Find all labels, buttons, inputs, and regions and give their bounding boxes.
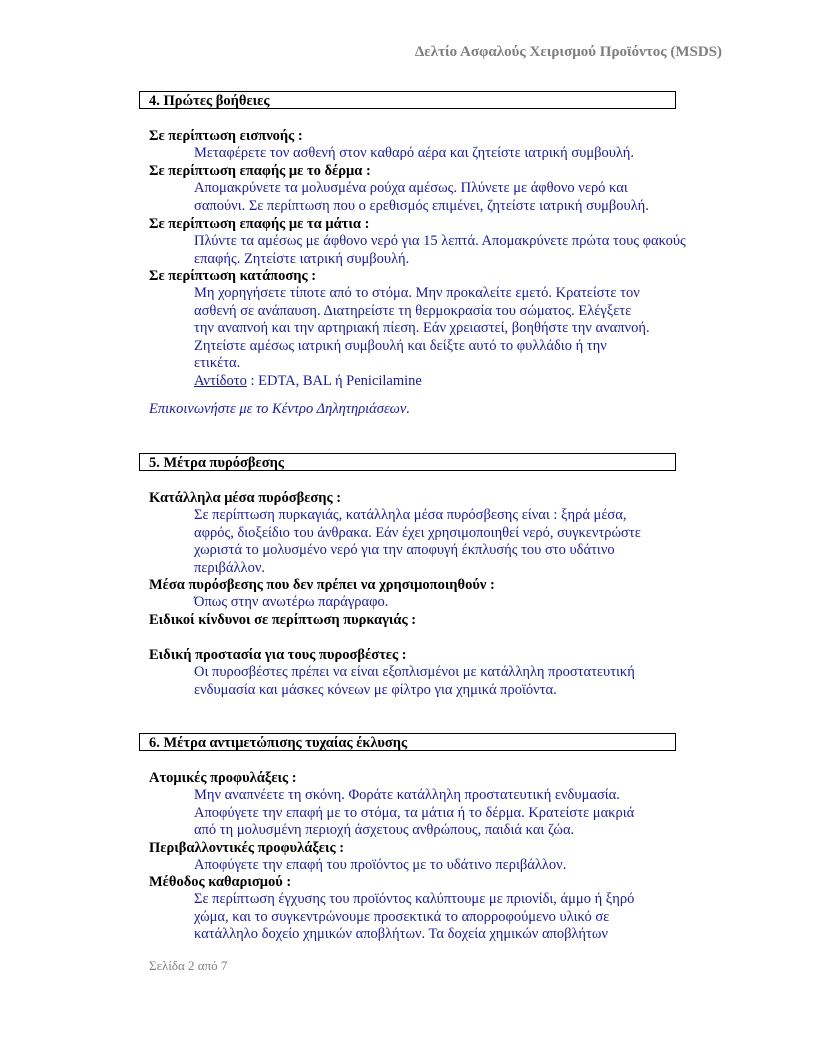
document-header-title: Δελτίο Ασφαλούς Χειρισμού Προϊόντος (MSDS) <box>414 44 722 60</box>
text-line: από τη μολυσμένη περιοχή άσχετους ανθρώπους, παιδιά και ζώα. <box>194 822 575 839</box>
personal-precautions-text <box>194 787 634 840</box>
antidote-value: : EDTA, BAL ή Penicilamine <box>246 372 422 389</box>
cleanup-method-text <box>194 891 634 944</box>
text-line: Όπως στην ανωτέρω παράγραφο. <box>194 594 389 610</box>
text-line: αφρός, διοξείδιο του άνθρακα. Εάν έχει χρησιμοποιηθεί νερό, συγκεντρώστε <box>194 524 641 541</box>
firefighter-protection-label: Ειδική προστασία για τους πυροσβέστες : <box>149 647 407 663</box>
text-line: σαπούνι. Σε περίπτωση που ο ερεθισμός επιμένει, ζητείστε ιατρική συμβουλή. <box>194 197 649 214</box>
text-line: Πλύντε τα αμέσως με άφθονο νερό για 15 λεπτά. Απομακρύνετε πρώτα τους φακούς <box>194 233 686 249</box>
personal-precautions-label: Ατομικές προφυλάξεις : <box>149 770 297 786</box>
section-4-title: 4. Πρώτες βοήθειες <box>139 91 676 109</box>
text-line: Απομακρύνετε τα μολυσμένα ρούχα αμέσως. Πλύνετε με άφθονο νερό και <box>194 180 628 196</box>
eyes-text <box>194 233 686 268</box>
section-5-title: 5. Μέτρα πυρόσβεσης <box>139 453 676 471</box>
text-line: περιβάλλον. <box>194 559 266 576</box>
text-line: ασθενή σε ανάπαυση. Διατηρείστε τη θερμοκρασία του σώματος. Ελέγξετε <box>194 302 632 319</box>
text-line: ετικέτα. <box>194 355 241 372</box>
skin-text <box>194 180 649 215</box>
text-line: Μη χορηγήσετε τίποτε από το στόμα. Μην προκαλείτε εμετό. Κρατείστε τον <box>194 285 640 301</box>
text-line: Σε περίπτωση πυρκαγιάς, κατάλληλα μέσα πυρόσβεσης είναι : ξηρά μέσα, <box>194 507 627 523</box>
inhalation-label: Σε περίπτωση εισπνοής : <box>149 128 303 144</box>
skin-label: Σε περίπτωση επαφής με το δέρμα : <box>149 163 371 179</box>
ingestion-text <box>194 285 650 391</box>
text-line: Ζητείστε αμέσως ιατρική συμβουλή και δείξτε αυτό το φυλλάδιο ή την <box>194 337 607 354</box>
text-line: Σε περίπτωση έγχυσης του προϊόντος καλύπτουμε με πριονίδι, άμμο ή ξηρό <box>194 891 635 907</box>
text-line: Μην αναπνέετε τη σκόνη. Φοράτε κατάλληλη προστατευτική ενδυμασία. <box>194 787 620 803</box>
ingestion-label: Σε περίπτωση κατάποσης : <box>149 268 317 284</box>
special-hazards-label: Ειδικοί κίνδυνοι σε περίπτωση πυρκαγιάς : <box>149 612 417 628</box>
text-line: χώμα, και το συγκεντρώνουμε προσεκτικά το απορροφούμενο υλικό σε <box>194 908 610 925</box>
text-line: Αποφύγετε την επαφή του προϊόντος με το υδάτινο περιβάλλον. <box>194 857 567 873</box>
text-line: Μεταφέρετε τον ασθενή στον καθαρό αέρα και ζητείστε ιατρική συμβουλή. <box>194 145 635 161</box>
suitable-media-label: Κατάλληλα μέσα πυρόσβεσης : <box>149 490 342 506</box>
eyes-label: Σε περίπτωση επαφής με τα μάτια : <box>149 216 370 232</box>
page-number: Σελίδα 2 από 7 <box>149 958 228 973</box>
text-line: Οι πυροσβέστες πρέπει να είναι εξοπλισμένοι με κατάλληλη προστατευτική <box>194 664 635 680</box>
poison-center-note: Επικοινωνήστε με το Κέντρο Δηλητηριάσεων. <box>149 401 410 417</box>
antidote-line <box>194 373 650 391</box>
antidote-label: Αντίδοτο <box>194 372 247 389</box>
text-line: ενδυμασία και μάσκες κόνεων με φίλτρο για χημικά προϊόντα. <box>194 681 557 698</box>
cleanup-method-label: Μέθοδος καθαρισμού : <box>149 874 292 890</box>
unsuitable-media-text <box>194 594 388 612</box>
text-line: επαφής. Ζητείστε ιατρική συμβουλή. <box>194 250 410 267</box>
environmental-precautions-label: Περιβαλλοντικές προφυλάξεις : <box>149 840 345 856</box>
text-line: χωριστά το μολυσμένο νερό για την αποφυγή έκπλυσής του στο υδάτινο <box>194 542 615 559</box>
unsuitable-media-label: Μέσα πυρόσβεσης που δεν πρέπει να χρησιμοποιηθούν : <box>149 577 495 593</box>
text-line: κατάλληλο δοχείο χημικών αποβλήτων. Τα δοχεία χημικών αποβλήτων <box>194 926 608 943</box>
suitable-media-text <box>194 507 641 577</box>
environmental-precautions-text <box>194 857 566 875</box>
firefighter-protection-text <box>194 664 635 699</box>
text-line: Αποφύγετε την επαφή με το στόμα, τα μάτια ή το δέρμα. Κρατείστε μακριά <box>194 804 635 821</box>
inhalation-text <box>194 145 634 163</box>
section-6-title: 6. Μέτρα αντιμετώπισης τυχαίας έκλυσης <box>139 733 676 751</box>
text-line: την αναπνοή και την αρτηριακή πίεση. Εάν χρειαστεί, βοηθήστε την αναπνοή. <box>194 320 650 337</box>
